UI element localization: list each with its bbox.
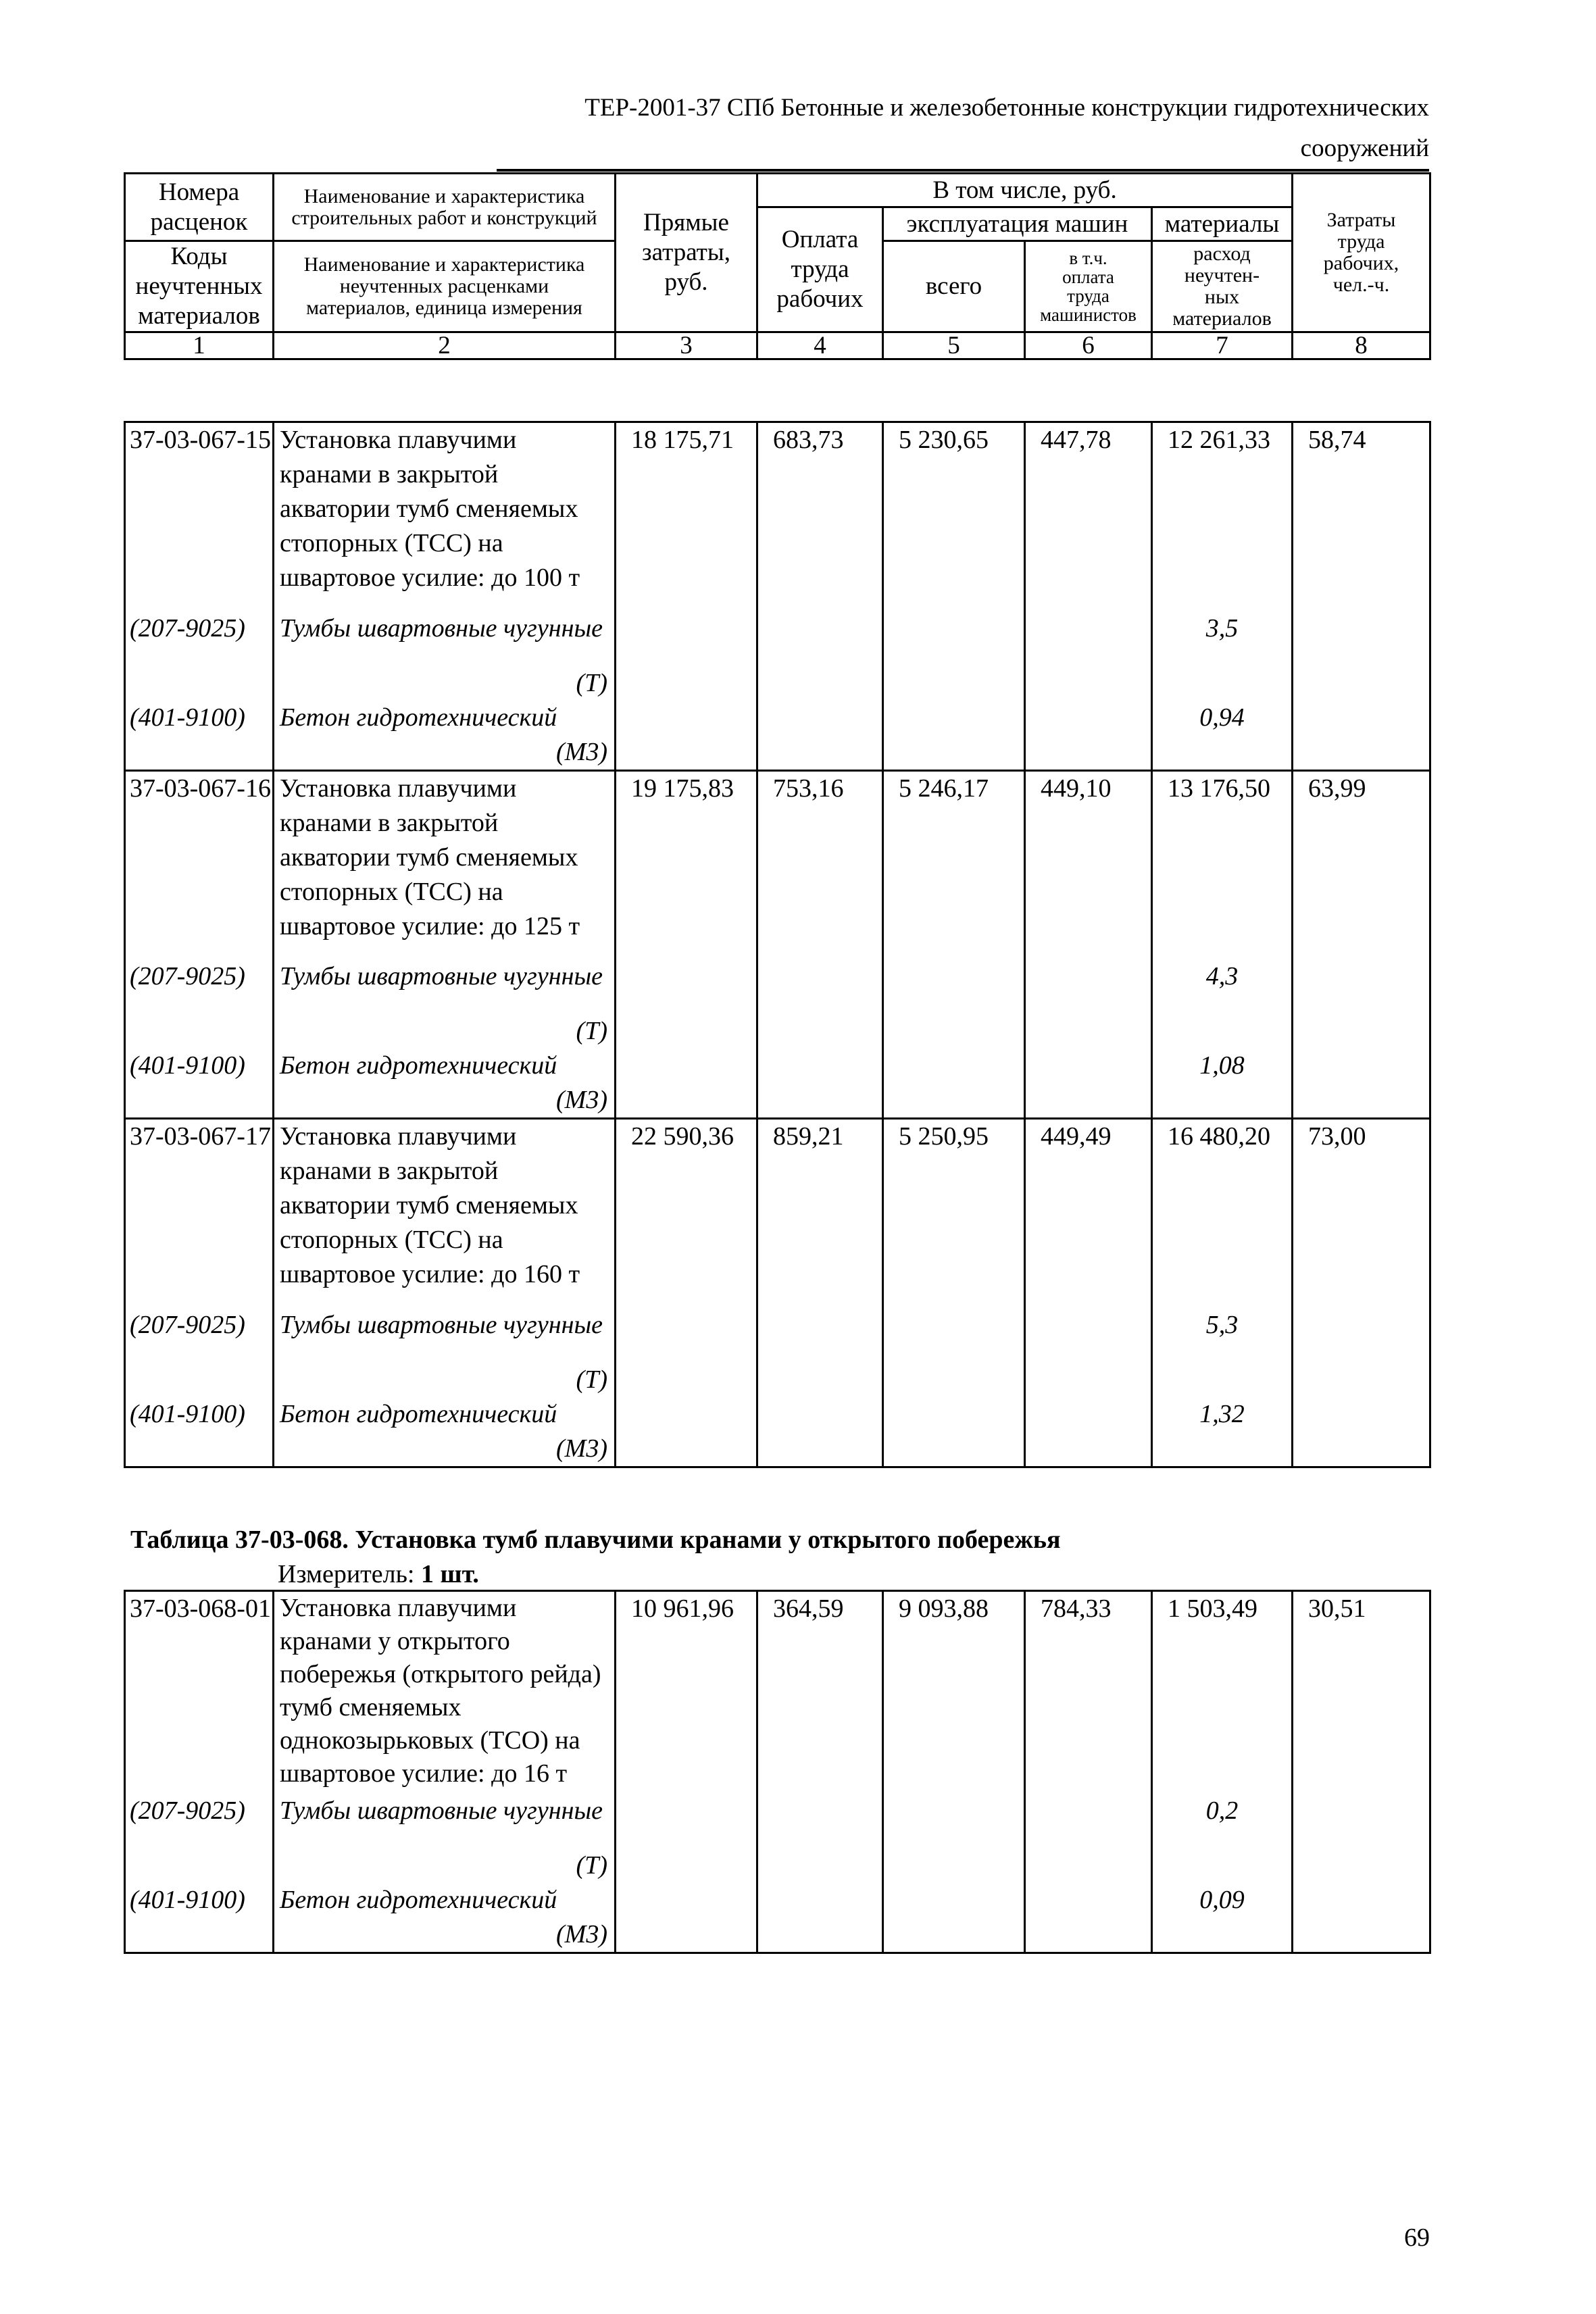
rate-name: Установка плавучими кранами в закрытой акватории тумб сменяемых стопорных (ТСС) на швартовое усилие: до 100 т [274,422,616,611]
table-068-body [124,1590,1431,1954]
meter-line [278,1558,479,1590]
materials-cost: 12 261,33 [1152,422,1293,611]
material-value: 1,08 [1152,1049,1293,1119]
col-5-head: всего [883,241,1025,332]
direct-cost: 19 175,83 [616,770,757,1119]
material-name: Тумбы швартовные чугунные (Т) [274,611,616,701]
material-code: (207-9025) [125,611,274,701]
group-head: В том числе, руб. [757,174,1293,207]
machine-total: 9 093,88 [883,1591,1025,1953]
rate-code: 37-03-067-16 [125,770,274,959]
material-name: Бетон гидротехнический (М3) [274,1397,616,1467]
material-value: 5,3 [1152,1308,1293,1397]
materials-cost: 16 480,20 [1152,1119,1293,1308]
material-value: 0,2 [1152,1794,1293,1883]
rate-code: 37-03-067-15 [125,422,274,611]
material-code: (401-9100) [125,1049,274,1119]
labor-cost: 859,21 [757,1119,883,1467]
machine-labor: 449,10 [1025,770,1152,1119]
material-value: 0,09 [1152,1883,1293,1953]
col-2-head-b: Наименование и характеристика неучтенных расценками материалов, единица измерения [274,241,616,332]
material-code: (401-9100) [125,1397,274,1467]
rate-name: Установка плавучими кранами в закрытой акватории тумб сменяемых стопорных (ТСС) на швартовое усилие: до 160 т [274,1119,616,1308]
machine-labor: 447,78 [1025,422,1152,771]
page-number: 69 [1404,2223,1430,2252]
materials-head: материалы [1152,207,1293,241]
labor-hours: 58,74 [1293,422,1430,771]
material-name: Бетон гидротехнический (М3) [274,1049,616,1119]
col-4-head: Оплата труда рабочих [757,207,883,332]
labor-cost: 683,73 [757,422,883,771]
machine-labor: 784,33 [1025,1591,1152,1953]
labor-cost: 364,59 [757,1591,883,1953]
direct-cost: 22 590,36 [616,1119,757,1467]
material-name: Тумбы швартовные чугунные (Т) [274,1308,616,1397]
rate-code: 37-03-067-17 [125,1119,274,1308]
section-title: Таблица 37-03-068. Установка тумб плавучими кранами у открытого побережья [130,1526,1061,1554]
machines-head: эксплуатация машин [883,207,1152,241]
rate-name: Установка плавучими кранами в закрытой акватории тумб сменяемых стопорных (ТСС) на швартовое усилие: до 125 т [274,770,616,959]
table-row [125,770,1430,959]
material-name: Тумбы швартовные чугунные (Т) [274,1794,616,1883]
material-code: (207-9025) [125,1794,274,1883]
col-3-head: Прямые затраты, руб. [616,174,757,332]
material-code: (401-9100) [125,1883,274,1953]
labor-hours: 63,99 [1293,770,1430,1119]
machine-total: 5 250,95 [883,1119,1025,1467]
meter-label: Измеритель: [278,1560,415,1588]
material-name: Тумбы швартовные чугунные (Т) [274,959,616,1049]
material-name: Бетон гидротехнический (М3) [274,701,616,771]
table-row [125,1591,1430,1794]
direct-cost: 18 175,71 [616,422,757,771]
labor-hours: 30,51 [1293,1591,1430,1953]
col-1-head-b: Коды неучтенных материалов [125,241,274,332]
col-7-head: расход неучтен- ных материалов [1152,241,1293,332]
material-name: Бетон гидротехнический (М3) [274,1883,616,1953]
material-code: (207-9025) [125,959,274,1049]
labor-hours: 73,00 [1293,1119,1430,1467]
materials-cost: 1 503,49 [1152,1591,1293,1794]
col-1-head-a: Номера расценок [125,174,274,241]
table-067-body [124,421,1431,1468]
material-code: (401-9100) [125,701,274,771]
col-8-head: Затраты труда рабочих, чел.-ч. [1293,174,1430,332]
col-2-head-a: Наименование и характеристика строительных работ и конструкций [274,174,616,241]
material-code: (207-9025) [125,1308,274,1397]
machine-labor: 449,49 [1025,1119,1152,1467]
machine-total: 5 230,65 [883,422,1025,771]
material-value: 3,5 [1152,611,1293,701]
column-header-table [124,172,1431,360]
rate-name: Установка плавучими кранами у открытого побережья (открытого рейда) тумб сменяемых однокозырьковых (ТСО) на швартовое усилие: до 16 т [274,1591,616,1794]
machine-total: 5 246,17 [883,770,1025,1119]
material-value: 0,94 [1152,701,1293,771]
rate-code: 37-03-068-01 [125,1591,274,1794]
table-row [125,1119,1430,1308]
labor-cost: 753,16 [757,770,883,1119]
material-value: 1,32 [1152,1397,1293,1467]
col-6-head: в т.ч. оплата труда машинистов [1025,241,1152,332]
material-value: 4,3 [1152,959,1293,1049]
table-row [125,422,1430,611]
materials-cost: 13 176,50 [1152,770,1293,959]
column-numbers-row: 1 2 3 4 5 6 7 8 [125,332,1430,359]
meter-value: 1 шт. [421,1560,479,1588]
direct-cost: 10 961,96 [616,1591,757,1953]
page-header: ТЕР-2001-37 СПб Бетонные и железобетонные конструкции гидротехнических сооружений [497,88,1429,172]
